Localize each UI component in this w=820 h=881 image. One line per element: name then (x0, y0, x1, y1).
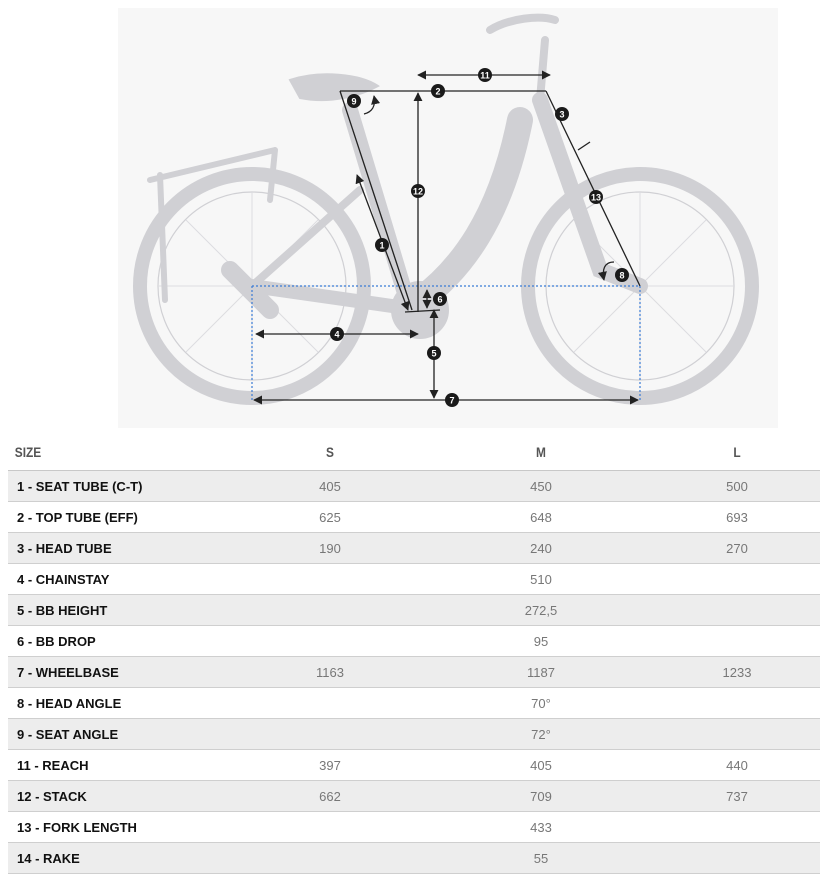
label: 9 - SEAT ANGLE (8, 719, 232, 750)
marker-1 (375, 238, 389, 252)
marker-9 (347, 94, 361, 108)
value-s: 397 (232, 750, 428, 781)
label: 14 - RAKE (8, 843, 232, 874)
svg-text:8: 8 (619, 270, 625, 281)
header-m: M (445, 434, 637, 471)
value-s (232, 688, 428, 719)
table-row (8, 471, 820, 502)
table-row (8, 626, 820, 657)
marker-5 (427, 346, 441, 360)
marker-6 (433, 292, 447, 306)
value-m: 272,5 (428, 595, 654, 626)
value-m: 405 (428, 750, 654, 781)
marker-2 (431, 84, 445, 98)
value-m: 55 (428, 843, 654, 874)
value-s (232, 812, 428, 843)
value-s (232, 719, 428, 750)
table-row (8, 719, 820, 750)
svg-text:13: 13 (590, 192, 602, 203)
value-m: 70° (428, 688, 654, 719)
value-s: 190 (232, 533, 428, 564)
marker-7 (445, 393, 459, 407)
svg-text:9: 9 (351, 96, 357, 107)
geometry-table (8, 434, 820, 874)
label: 5 - BB HEIGHT (8, 595, 232, 626)
label: 1 - SEAT TUBE (C-T) (8, 471, 232, 502)
diagram-background (118, 8, 778, 428)
label: 13 - FORK LENGTH (8, 812, 232, 843)
table-row (8, 564, 820, 595)
value-l: 693 (654, 502, 820, 533)
table-row (8, 688, 820, 719)
svg-text:7: 7 (449, 395, 455, 406)
marker-3 (555, 107, 569, 121)
value-l: 1233 (654, 657, 820, 688)
table-row (8, 533, 820, 564)
table-row (8, 750, 820, 781)
table-row (8, 781, 820, 812)
value-m: 72° (428, 719, 654, 750)
table-row (8, 657, 820, 688)
table-row (8, 502, 820, 533)
label: 3 - HEAD TUBE (8, 533, 232, 564)
svg-text:4: 4 (334, 329, 340, 340)
value-m: 510 (428, 564, 654, 595)
value-s (232, 626, 428, 657)
value-l (654, 626, 820, 657)
value-l (654, 595, 820, 626)
header-s: S (247, 434, 414, 471)
value-s (232, 564, 428, 595)
svg-text:3: 3 (559, 109, 565, 120)
header-l: L (666, 434, 807, 471)
bike-geometry-diagram (0, 0, 820, 432)
value-l (654, 688, 820, 719)
value-m: 648 (428, 502, 654, 533)
marker-4 (330, 327, 344, 341)
marker-12 (411, 184, 425, 198)
svg-text:2: 2 (435, 86, 441, 97)
value-m: 709 (428, 781, 654, 812)
svg-text:5: 5 (431, 348, 437, 359)
table-header-row (8, 434, 820, 471)
svg-text:11: 11 (480, 70, 490, 81)
label: 11 - REACH (8, 750, 232, 781)
marker-11 (478, 68, 492, 82)
label: 4 - CHAINSTAY (8, 564, 232, 595)
value-l: 270 (654, 533, 820, 564)
label: 12 - STACK (8, 781, 232, 812)
value-l (654, 843, 820, 874)
label: 6 - BB DROP (8, 626, 232, 657)
value-l: 737 (654, 781, 820, 812)
label: 7 - WHEELBASE (8, 657, 232, 688)
value-s: 405 (232, 471, 428, 502)
table-row (8, 843, 820, 874)
table-row (8, 812, 820, 843)
table-body (8, 471, 820, 874)
value-s: 662 (232, 781, 428, 812)
value-s: 625 (232, 502, 428, 533)
svg-text:1: 1 (379, 240, 385, 251)
value-m: 240 (428, 533, 654, 564)
value-s (232, 595, 428, 626)
value-m: 95 (428, 626, 654, 657)
marker-8 (615, 268, 629, 282)
value-l (654, 719, 820, 750)
value-l: 500 (654, 471, 820, 502)
value-l (654, 812, 820, 843)
value-s (232, 843, 428, 874)
label: 2 - TOP TUBE (EFF) (8, 502, 232, 533)
header-size: SIZE (8, 434, 198, 471)
value-l (654, 564, 820, 595)
svg-text:12: 12 (412, 186, 424, 197)
value-m: 433 (428, 812, 654, 843)
value-l: 440 (654, 750, 820, 781)
marker-13 (589, 190, 603, 204)
label: 8 - HEAD ANGLE (8, 688, 232, 719)
value-s: 1163 (232, 657, 428, 688)
value-m: 1187 (428, 657, 654, 688)
value-m: 450 (428, 471, 654, 502)
svg-text:6: 6 (437, 294, 443, 305)
table-row (8, 595, 820, 626)
